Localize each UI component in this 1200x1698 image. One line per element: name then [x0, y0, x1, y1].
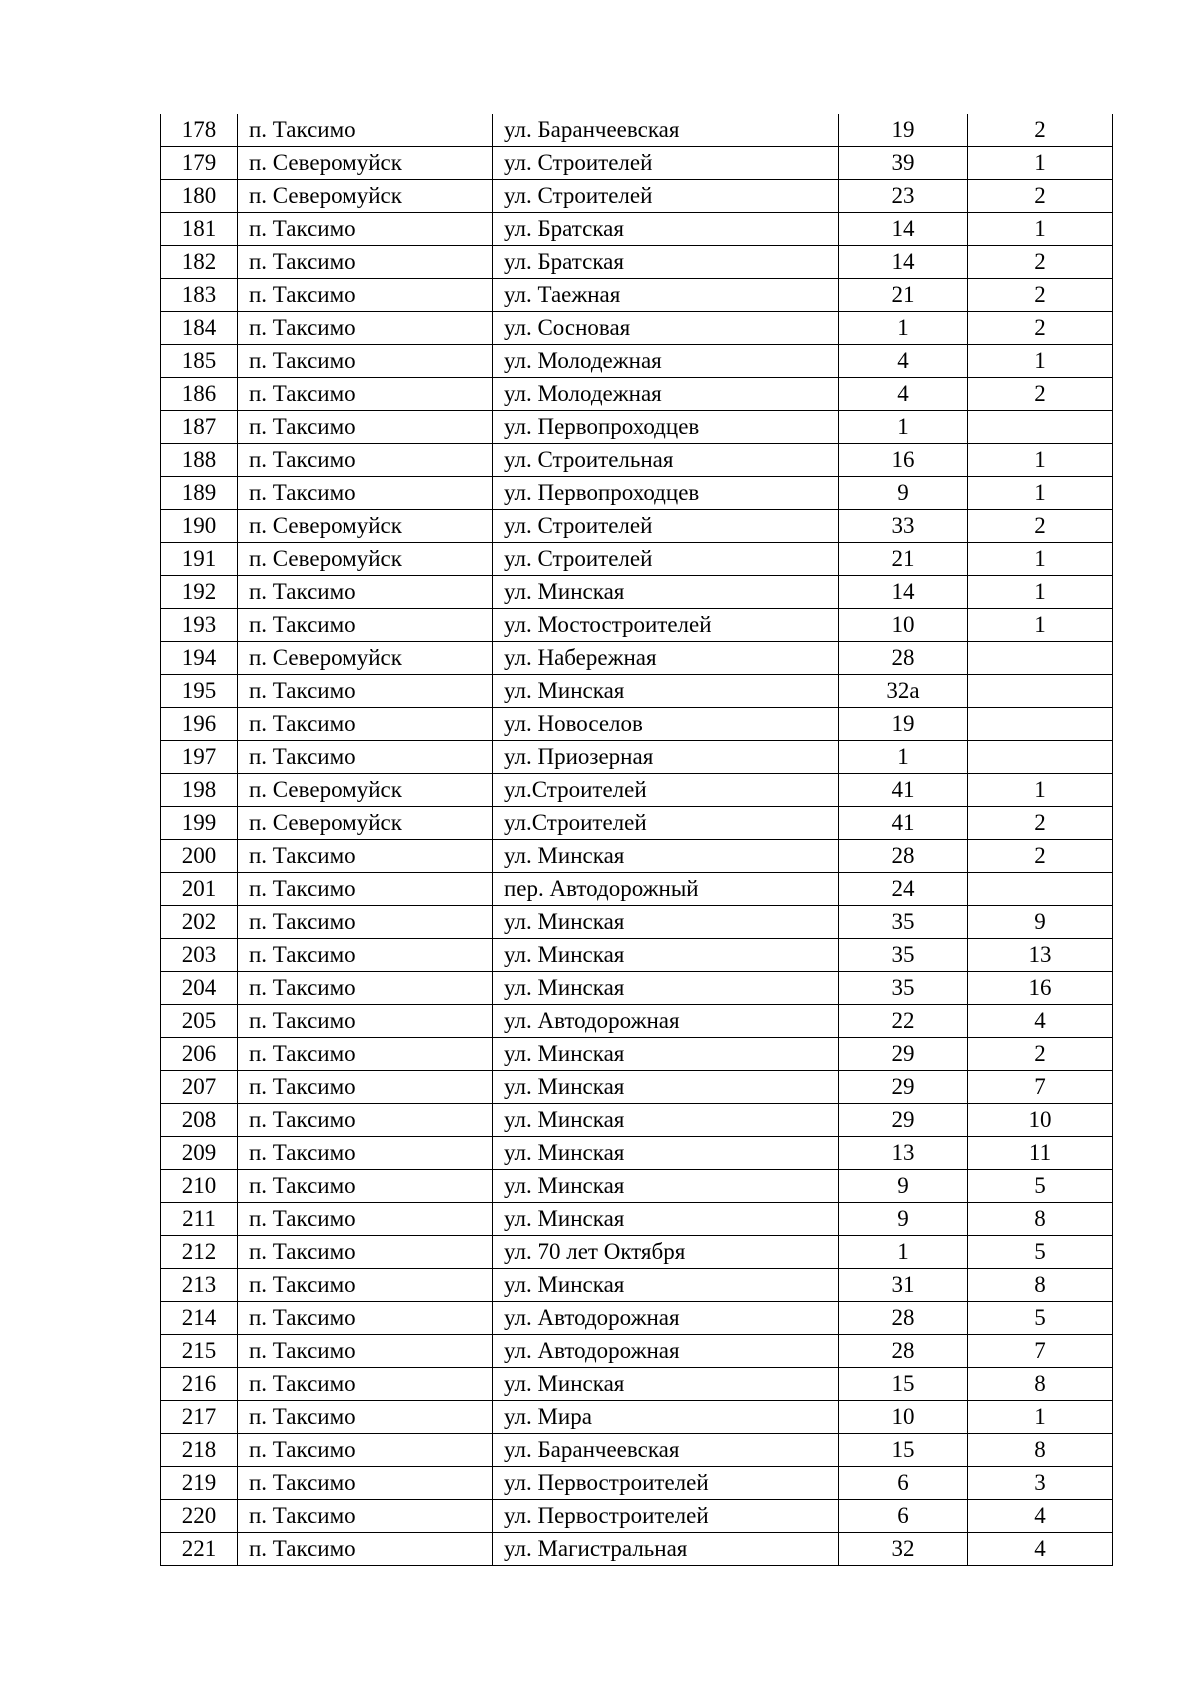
- street-cell: ул. Минская: [493, 939, 839, 972]
- house-number-cell: 35: [839, 972, 968, 1005]
- apartment-number-cell: 2: [968, 114, 1113, 147]
- house-number-cell: 4: [839, 345, 968, 378]
- house-number-cell: 28: [839, 642, 968, 675]
- apartment-number-cell: [968, 642, 1113, 675]
- row-number-cell: 202: [161, 906, 238, 939]
- street-cell: ул. Строителей: [493, 147, 839, 180]
- street-cell: ул. Строителей: [493, 180, 839, 213]
- table-row: [161, 1467, 1113, 1500]
- row-number-cell: 195: [161, 675, 238, 708]
- settlement-cell: п. Северомуйск: [238, 543, 493, 576]
- address-table-body: [161, 114, 1113, 1566]
- table-row: [161, 411, 1113, 444]
- table-row: [161, 873, 1113, 906]
- house-number-cell: 28: [839, 1335, 968, 1368]
- house-number-cell: 1: [839, 411, 968, 444]
- row-number-cell: 199: [161, 807, 238, 840]
- settlement-cell: п. Таксимо: [238, 477, 493, 510]
- table-row: [161, 180, 1113, 213]
- row-number-cell: 218: [161, 1434, 238, 1467]
- row-number-cell: 192: [161, 576, 238, 609]
- apartment-number-cell: 1: [968, 345, 1113, 378]
- street-cell: ул. Автодорожная: [493, 1335, 839, 1368]
- street-cell: ул. Мира: [493, 1401, 839, 1434]
- street-cell: ул. Первостроителей: [493, 1500, 839, 1533]
- apartment-number-cell: 2: [968, 378, 1113, 411]
- apartment-number-cell: [968, 675, 1113, 708]
- apartment-number-cell: [968, 873, 1113, 906]
- apartment-number-cell: [968, 741, 1113, 774]
- table-row: [161, 213, 1113, 246]
- house-number-cell: 28: [839, 1302, 968, 1335]
- settlement-cell: п. Таксимо: [238, 345, 493, 378]
- address-table: [160, 114, 1113, 1566]
- settlement-cell: п. Таксимо: [238, 1533, 493, 1566]
- house-number-cell: 6: [839, 1500, 968, 1533]
- street-cell: ул. Первопроходцев: [493, 477, 839, 510]
- settlement-cell: п. Северомуйск: [238, 642, 493, 675]
- house-number-cell: 1: [839, 741, 968, 774]
- house-number-cell: 9: [839, 1170, 968, 1203]
- table-row: [161, 1401, 1113, 1434]
- street-cell: ул. Автодорожная: [493, 1005, 839, 1038]
- apartment-number-cell: 13: [968, 939, 1113, 972]
- row-number-cell: 186: [161, 378, 238, 411]
- row-number-cell: 213: [161, 1269, 238, 1302]
- settlement-cell: п. Таксимо: [238, 1500, 493, 1533]
- settlement-cell: п. Северомуйск: [238, 147, 493, 180]
- settlement-cell: п. Таксимо: [238, 1005, 493, 1038]
- house-number-cell: 35: [839, 906, 968, 939]
- row-number-cell: 207: [161, 1071, 238, 1104]
- apartment-number-cell: 1: [968, 213, 1113, 246]
- street-cell: ул. Мостостроителей: [493, 609, 839, 642]
- apartment-number-cell: 1: [968, 609, 1113, 642]
- row-number-cell: 211: [161, 1203, 238, 1236]
- house-number-cell: 24: [839, 873, 968, 906]
- apartment-number-cell: 8: [968, 1269, 1113, 1302]
- table-row: [161, 1170, 1113, 1203]
- settlement-cell: п. Таксимо: [238, 1170, 493, 1203]
- settlement-cell: п. Таксимо: [238, 1401, 493, 1434]
- apartment-number-cell: [968, 411, 1113, 444]
- settlement-cell: п. Северомуйск: [238, 510, 493, 543]
- row-number-cell: 203: [161, 939, 238, 972]
- settlement-cell: п. Северомуйск: [238, 180, 493, 213]
- apartment-number-cell: 3: [968, 1467, 1113, 1500]
- table-row: [161, 1005, 1113, 1038]
- apartment-number-cell: 8: [968, 1368, 1113, 1401]
- apartment-number-cell: 2: [968, 840, 1113, 873]
- street-cell: ул. Минская: [493, 1203, 839, 1236]
- house-number-cell: 29: [839, 1104, 968, 1137]
- house-number-cell: 33: [839, 510, 968, 543]
- settlement-cell: п. Таксимо: [238, 576, 493, 609]
- street-cell: ул. Автодорожная: [493, 1302, 839, 1335]
- apartment-number-cell: 2: [968, 1038, 1113, 1071]
- settlement-cell: п. Таксимо: [238, 873, 493, 906]
- settlement-cell: п. Таксимо: [238, 1236, 493, 1269]
- settlement-cell: п. Таксимо: [238, 1104, 493, 1137]
- settlement-cell: п. Таксимо: [238, 1203, 493, 1236]
- street-cell: ул.Строителей: [493, 807, 839, 840]
- apartment-number-cell: 16: [968, 972, 1113, 1005]
- apartment-number-cell: 1: [968, 1401, 1113, 1434]
- table-row: [161, 1137, 1113, 1170]
- table-row: [161, 708, 1113, 741]
- apartment-number-cell: 8: [968, 1203, 1113, 1236]
- settlement-cell: п. Таксимо: [238, 1302, 493, 1335]
- row-number-cell: 183: [161, 279, 238, 312]
- settlement-cell: п. Таксимо: [238, 1434, 493, 1467]
- table-row: [161, 1434, 1113, 1467]
- settlement-cell: п. Таксимо: [238, 1038, 493, 1071]
- house-number-cell: 1: [839, 312, 968, 345]
- table-row: [161, 543, 1113, 576]
- table-row: [161, 510, 1113, 543]
- street-cell: ул. 70 лет Октября: [493, 1236, 839, 1269]
- house-number-cell: 28: [839, 840, 968, 873]
- street-cell: ул. Строителей: [493, 543, 839, 576]
- house-number-cell: 9: [839, 477, 968, 510]
- table-row: [161, 1269, 1113, 1302]
- settlement-cell: п. Таксимо: [238, 411, 493, 444]
- settlement-cell: п. Северомуйск: [238, 774, 493, 807]
- row-number-cell: 179: [161, 147, 238, 180]
- apartment-number-cell: 4: [968, 1533, 1113, 1566]
- house-number-cell: 19: [839, 114, 968, 147]
- settlement-cell: п. Таксимо: [238, 609, 493, 642]
- apartment-number-cell: 9: [968, 906, 1113, 939]
- settlement-cell: п. Таксимо: [238, 1368, 493, 1401]
- table-row: [161, 279, 1113, 312]
- street-cell: ул. Баранчеевская: [493, 1434, 839, 1467]
- table-row: [161, 741, 1113, 774]
- table-row: [161, 1203, 1113, 1236]
- street-cell: ул. Первостроителей: [493, 1467, 839, 1500]
- table-row: [161, 1038, 1113, 1071]
- apartment-number-cell: 11: [968, 1137, 1113, 1170]
- row-number-cell: 181: [161, 213, 238, 246]
- apartment-number-cell: 2: [968, 807, 1113, 840]
- settlement-cell: п. Таксимо: [238, 312, 493, 345]
- row-number-cell: 206: [161, 1038, 238, 1071]
- table-row: [161, 246, 1113, 279]
- settlement-cell: п. Таксимо: [238, 708, 493, 741]
- row-number-cell: 190: [161, 510, 238, 543]
- row-number-cell: 215: [161, 1335, 238, 1368]
- house-number-cell: 10: [839, 1401, 968, 1434]
- apartment-number-cell: 10: [968, 1104, 1113, 1137]
- row-number-cell: 220: [161, 1500, 238, 1533]
- house-number-cell: 32: [839, 1533, 968, 1566]
- table-row: [161, 1500, 1113, 1533]
- row-number-cell: 208: [161, 1104, 238, 1137]
- house-number-cell: 14: [839, 213, 968, 246]
- table-row: [161, 939, 1113, 972]
- apartment-number-cell: 4: [968, 1005, 1113, 1038]
- settlement-cell: п. Таксимо: [238, 213, 493, 246]
- table-row: [161, 1533, 1113, 1566]
- street-cell: ул. Набережная: [493, 642, 839, 675]
- apartment-number-cell: 1: [968, 543, 1113, 576]
- house-number-cell: 10: [839, 609, 968, 642]
- house-number-cell: 15: [839, 1368, 968, 1401]
- table-row: [161, 147, 1113, 180]
- row-number-cell: 200: [161, 840, 238, 873]
- street-cell: ул. Минская: [493, 1104, 839, 1137]
- house-number-cell: 39: [839, 147, 968, 180]
- table-row: [161, 345, 1113, 378]
- row-number-cell: 193: [161, 609, 238, 642]
- apartment-number-cell: 8: [968, 1434, 1113, 1467]
- house-number-cell: 32а: [839, 675, 968, 708]
- house-number-cell: 14: [839, 246, 968, 279]
- house-number-cell: 4: [839, 378, 968, 411]
- street-cell: ул. Минская: [493, 1170, 839, 1203]
- house-number-cell: 16: [839, 444, 968, 477]
- apartment-number-cell: 5: [968, 1170, 1113, 1203]
- settlement-cell: п. Таксимо: [238, 279, 493, 312]
- row-number-cell: 196: [161, 708, 238, 741]
- house-number-cell: 14: [839, 576, 968, 609]
- row-number-cell: 205: [161, 1005, 238, 1038]
- settlement-cell: п. Таксимо: [238, 972, 493, 1005]
- house-number-cell: 21: [839, 279, 968, 312]
- table-row: [161, 774, 1113, 807]
- table-row: [161, 1236, 1113, 1269]
- settlement-cell: п. Таксимо: [238, 246, 493, 279]
- row-number-cell: 201: [161, 873, 238, 906]
- house-number-cell: 6: [839, 1467, 968, 1500]
- row-number-cell: 191: [161, 543, 238, 576]
- house-number-cell: 19: [839, 708, 968, 741]
- street-cell: ул. Минская: [493, 576, 839, 609]
- table-row: [161, 906, 1113, 939]
- street-cell: пер. Автодорожный: [493, 873, 839, 906]
- table-row: [161, 642, 1113, 675]
- settlement-cell: п. Таксимо: [238, 378, 493, 411]
- house-number-cell: 21: [839, 543, 968, 576]
- apartment-number-cell: 2: [968, 180, 1113, 213]
- apartment-number-cell: 1: [968, 774, 1113, 807]
- house-number-cell: 29: [839, 1071, 968, 1104]
- row-number-cell: 182: [161, 246, 238, 279]
- settlement-cell: п. Таксимо: [238, 939, 493, 972]
- street-cell: ул. Первопроходцев: [493, 411, 839, 444]
- street-cell: ул. Минская: [493, 675, 839, 708]
- apartment-number-cell: 2: [968, 312, 1113, 345]
- house-number-cell: 22: [839, 1005, 968, 1038]
- street-cell: ул. Молодежная: [493, 378, 839, 411]
- row-number-cell: 209: [161, 1137, 238, 1170]
- apartment-number-cell: 1: [968, 576, 1113, 609]
- table-row: [161, 114, 1113, 147]
- street-cell: ул. Братская: [493, 246, 839, 279]
- table-row: [161, 312, 1113, 345]
- settlement-cell: п. Таксимо: [238, 741, 493, 774]
- street-cell: ул. Сосновая: [493, 312, 839, 345]
- house-number-cell: 41: [839, 807, 968, 840]
- house-number-cell: 9: [839, 1203, 968, 1236]
- table-row: [161, 609, 1113, 642]
- street-cell: ул. Таежная: [493, 279, 839, 312]
- house-number-cell: 29: [839, 1038, 968, 1071]
- settlement-cell: п. Таксимо: [238, 1071, 493, 1104]
- row-number-cell: 221: [161, 1533, 238, 1566]
- street-cell: ул. Баранчеевская: [493, 114, 839, 147]
- house-number-cell: 31: [839, 1269, 968, 1302]
- settlement-cell: п. Таксимо: [238, 444, 493, 477]
- street-cell: ул. Строительная: [493, 444, 839, 477]
- street-cell: ул.Строителей: [493, 774, 839, 807]
- table-row: [161, 807, 1113, 840]
- row-number-cell: 189: [161, 477, 238, 510]
- row-number-cell: 210: [161, 1170, 238, 1203]
- table-row: [161, 477, 1113, 510]
- row-number-cell: 187: [161, 411, 238, 444]
- apartment-number-cell: 1: [968, 444, 1113, 477]
- street-cell: ул. Минская: [493, 1038, 839, 1071]
- apartment-number-cell: 4: [968, 1500, 1113, 1533]
- settlement-cell: п. Таксимо: [238, 840, 493, 873]
- street-cell: ул. Минская: [493, 906, 839, 939]
- settlement-cell: п. Северомуйск: [238, 807, 493, 840]
- table-row: [161, 972, 1113, 1005]
- row-number-cell: 204: [161, 972, 238, 1005]
- house-number-cell: 41: [839, 774, 968, 807]
- table-row: [161, 840, 1113, 873]
- row-number-cell: 216: [161, 1368, 238, 1401]
- row-number-cell: 185: [161, 345, 238, 378]
- street-cell: ул. Молодежная: [493, 345, 839, 378]
- table-row: [161, 1368, 1113, 1401]
- street-cell: ул. Минская: [493, 1368, 839, 1401]
- apartment-number-cell: 1: [968, 147, 1113, 180]
- table-row: [161, 576, 1113, 609]
- apartment-number-cell: 2: [968, 510, 1113, 543]
- apartment-number-cell: 7: [968, 1071, 1113, 1104]
- table-row: [161, 1071, 1113, 1104]
- settlement-cell: п. Таксимо: [238, 1335, 493, 1368]
- street-cell: ул. Минская: [493, 840, 839, 873]
- table-row: [161, 444, 1113, 477]
- apartment-number-cell: 5: [968, 1236, 1113, 1269]
- row-number-cell: 217: [161, 1401, 238, 1434]
- street-cell: ул. Магистральная: [493, 1533, 839, 1566]
- row-number-cell: 197: [161, 741, 238, 774]
- house-number-cell: 1: [839, 1236, 968, 1269]
- row-number-cell: 194: [161, 642, 238, 675]
- table-row: [161, 1335, 1113, 1368]
- settlement-cell: п. Таксимо: [238, 1137, 493, 1170]
- apartment-number-cell: 5: [968, 1302, 1113, 1335]
- row-number-cell: 184: [161, 312, 238, 345]
- row-number-cell: 198: [161, 774, 238, 807]
- house-number-cell: 35: [839, 939, 968, 972]
- street-cell: ул. Приозерная: [493, 741, 839, 774]
- apartment-number-cell: 7: [968, 1335, 1113, 1368]
- row-number-cell: 180: [161, 180, 238, 213]
- table-row: [161, 1302, 1113, 1335]
- row-number-cell: 188: [161, 444, 238, 477]
- house-number-cell: 13: [839, 1137, 968, 1170]
- apartment-number-cell: [968, 708, 1113, 741]
- apartment-number-cell: 2: [968, 279, 1113, 312]
- settlement-cell: п. Таксимо: [238, 1467, 493, 1500]
- street-cell: ул. Новоселов: [493, 708, 839, 741]
- settlement-cell: п. Таксимо: [238, 675, 493, 708]
- table-row: [161, 378, 1113, 411]
- row-number-cell: 212: [161, 1236, 238, 1269]
- street-cell: ул. Минская: [493, 972, 839, 1005]
- street-cell: ул. Минская: [493, 1071, 839, 1104]
- street-cell: ул. Братская: [493, 213, 839, 246]
- table-row: [161, 1104, 1113, 1137]
- street-cell: ул. Строителей: [493, 510, 839, 543]
- street-cell: ул. Минская: [493, 1137, 839, 1170]
- row-number-cell: 214: [161, 1302, 238, 1335]
- street-cell: ул. Минская: [493, 1269, 839, 1302]
- apartment-number-cell: 1: [968, 477, 1113, 510]
- settlement-cell: п. Таксимо: [238, 114, 493, 147]
- house-number-cell: 15: [839, 1434, 968, 1467]
- row-number-cell: 219: [161, 1467, 238, 1500]
- settlement-cell: п. Таксимо: [238, 1269, 493, 1302]
- apartment-number-cell: 2: [968, 246, 1113, 279]
- table-row: [161, 675, 1113, 708]
- settlement-cell: п. Таксимо: [238, 906, 493, 939]
- row-number-cell: 178: [161, 114, 238, 147]
- house-number-cell: 23: [839, 180, 968, 213]
